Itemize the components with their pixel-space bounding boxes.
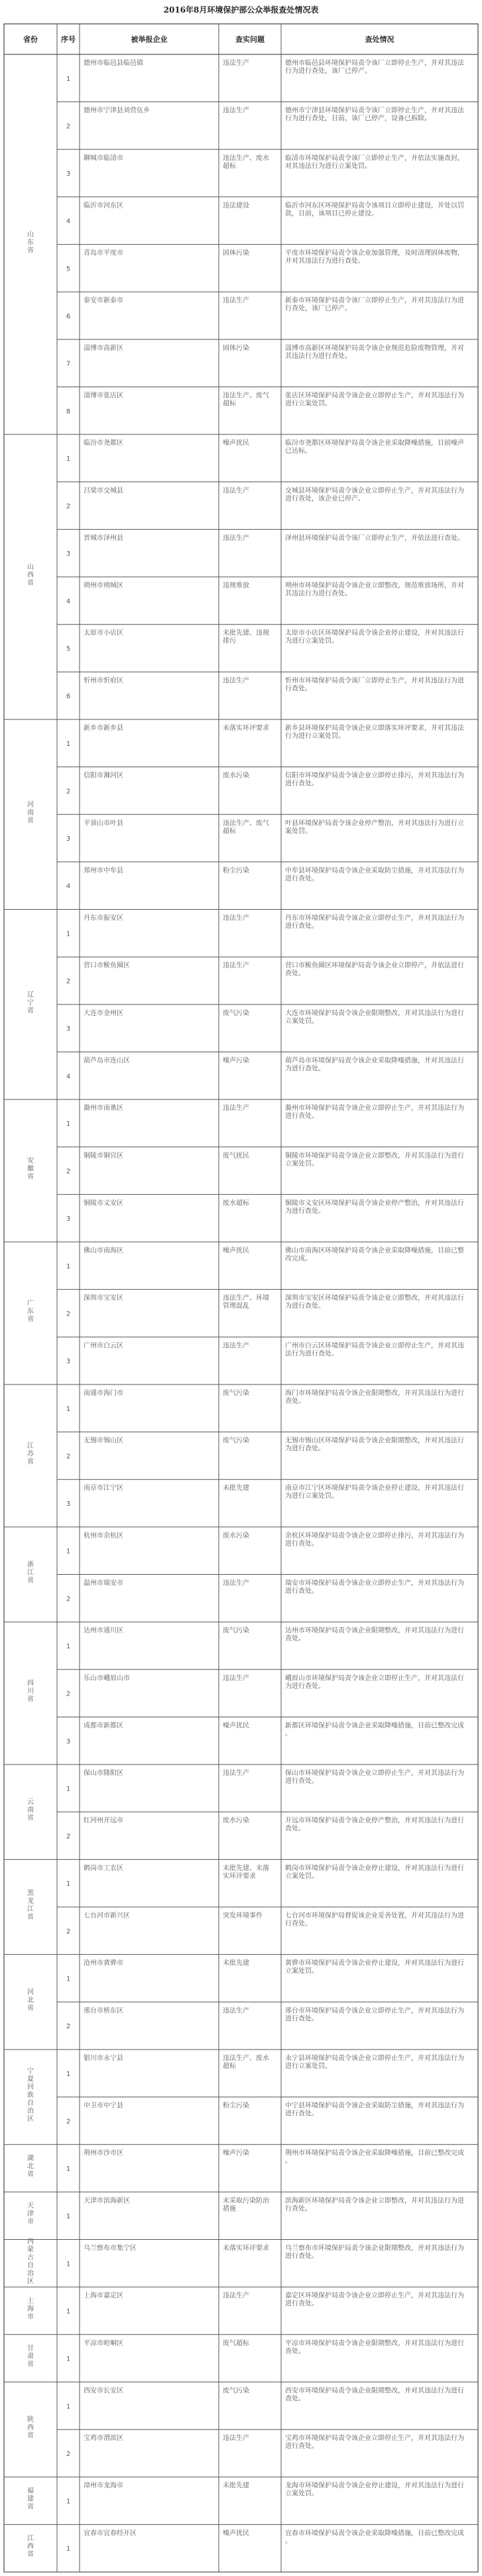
problem-cell: 噪声扰民 (223, 440, 249, 448)
row-number: 1 (66, 2166, 71, 2174)
row-number: 1 (66, 930, 71, 938)
problem-cell: 违法生产 (223, 487, 249, 495)
row-number: 3 (66, 1738, 71, 1746)
result-cell: 平凉市环境保护局责令该企业限期整改，并对其违法行为进行查处。 (285, 2339, 464, 2355)
company-cell: 平凉市崆峒区 (84, 2339, 123, 2347)
row-number: 5 (66, 265, 71, 273)
row-number: 2 (66, 1690, 71, 1698)
province-cell: 上海市 (27, 2297, 34, 2321)
problem-cell: 违法生产、废水超标 (223, 2054, 269, 2070)
page-title: 2016年8月环境保护部公众举报查处情况表 (163, 5, 319, 15)
company-cell: 达州市通川区 (84, 1627, 123, 1635)
result-cell: 平度市环境保护局责令该企业加强管理，及时清理固体废物，并对其违法行为进行查处。 (285, 249, 464, 265)
result-cell: 中宁县环境保护局责令该企业采取防尘措施，并对其违法行为进行查处。 (285, 2102, 464, 2118)
result-cell: 永宁县环境保护局责令该企业立即停止生产，并对其违法行为进行立案处罚。 (285, 2054, 464, 2070)
problem-cell: 废气污染 (223, 1437, 249, 1445)
row-number: 1 (66, 1975, 71, 1983)
company-cell: 平顶山市叶县 (84, 820, 123, 828)
problem-cell: 废水污染 (223, 1817, 249, 1825)
province-cell: 黑龙江省 (27, 1890, 34, 1922)
problem-cell: 废气扰民 (223, 1152, 249, 1160)
row-number: 6 (66, 313, 71, 321)
result-cell: 临沂市河东区环境保护局责令该项目立即停止建设，并处以罚款，目前，该项目已停止建设。 (285, 202, 464, 217)
row-number: 2 (66, 2023, 71, 2031)
province-cell: 福建省 (27, 2487, 34, 2511)
company-cell: 滁州市南谯区 (84, 1105, 123, 1113)
result-cell: 新都区环境保护局责令该企业采取降噪措施，目前已整改完成。 (285, 1722, 464, 1738)
problem-cell: 违法生产 (223, 534, 249, 542)
result-cell: 鹤岗市环境保护局责令该企业停止建设，并对其违法行为进行立案处罚。 (285, 1865, 464, 1880)
row-number: 3 (66, 1501, 71, 1508)
result-cell: 新泰市环境保护局责令该厂立即停止生产，并对其违法行为进行查处，该厂已停产。 (285, 297, 464, 313)
result-cell: 宜春市环境保护局责令该企业采取降噪措施，目前已整改完成。 (285, 2530, 464, 2545)
company-cell: 南通市海门市 (84, 1389, 123, 1397)
province-cell: 云南省 (27, 1798, 34, 1822)
row-number: 2 (66, 1310, 71, 1318)
company-cell: 保山市隆阳区 (84, 1770, 123, 1778)
row-number: 2 (66, 123, 71, 131)
result-cell: 达州市环境保护局责令该企业限期整改，并对其违法行为进行查处。 (285, 1627, 464, 1643)
problem-cell: 噪声扰民 (223, 1247, 249, 1255)
company-cell: 天津市滨海新区 (84, 2197, 130, 2205)
result-cell: 滁州市环境保护局责令该企业立即停止生产，并对其违法行为进行查处。 (285, 1105, 464, 1121)
problem-cell: 固体污染 (223, 249, 249, 257)
problem-cell: 违法生产 (223, 297, 249, 305)
result-cell: 泽州县环境保护局责令该厂立即停止生产，并依法进行查处。 (285, 534, 464, 542)
problem-cell: 违法生产、废气超标 (223, 820, 269, 835)
result-cell: 交城县环境保护局责令该企业立即停止生产，并对其违法行为进行查处，该企业已停产。 (285, 487, 464, 503)
row-number: 4 (66, 217, 71, 225)
company-cell: 葫芦岛市连山区 (84, 1057, 130, 1065)
company-cell: 淄博市高新区 (84, 344, 123, 352)
column-header: 省份 (23, 35, 38, 44)
problem-cell: 未批先建 (223, 1485, 249, 1493)
problem-cell: 粉尘污染 (223, 867, 249, 875)
result-cell: 葫芦岛市环境保护局责令该企业采取降噪措施，并对其违法行为进行查处。 (285, 1057, 464, 1073)
company-cell: 德州市临邑县临邑镇 (84, 60, 143, 67)
problem-cell: 未批先建 (223, 2482, 249, 2490)
province-cell: 山东省 (27, 231, 34, 255)
row-number: 1 (66, 2070, 71, 2078)
result-cell: 邢台市环境保护局责令该企业立即停止生产，并对其违法行为进行查处。 (285, 2007, 464, 2023)
problem-cell: 噪声扰民 (223, 2530, 249, 2538)
result-cell: 七台河市环境保护局督促该企业妥善处置，并对其违法行为进行查处。 (285, 1912, 464, 1928)
column-header: 查处情况 (365, 35, 394, 44)
province-cell: 天津市 (27, 2202, 34, 2226)
row-number: 3 (66, 835, 71, 843)
row-number: 2 (66, 1928, 71, 1935)
province-cell: 河南省 (27, 801, 34, 825)
result-cell: 海门市环境保护局责令该企业限期整改，并对其违法行为进行查处。 (285, 1389, 464, 1405)
row-number: 1 (66, 75, 71, 83)
row-number: 1 (66, 2307, 71, 2315)
result-cell: 忻州市环境保护局责令该厂立即停止生产，并对其违法行为进行查处。 (285, 677, 464, 693)
problem-cell: 未批先建、未落实环评要求 (223, 1865, 269, 1880)
result-cell: 大连市环境保护局责令该企业限期整改，并对其违法行为进行立案处罚。 (285, 1009, 464, 1025)
row-number: 5 (66, 645, 71, 653)
problem-cell: 违法生产 (223, 1770, 249, 1778)
province-cell: 江苏省 (27, 1442, 34, 1466)
problem-cell: 废气污染 (223, 1389, 249, 1397)
result-cell: 滨海新区环境保护局责令该企业立即整改，并对其违法行为进行查处。 (285, 2197, 464, 2213)
result-cell: 信阳市环境保护局责令该企业立即停止排污，并对其违法行为进行查处。 (285, 772, 464, 788)
company-cell: 深圳市宝安区 (84, 1294, 123, 1302)
row-number: 1 (66, 740, 71, 748)
result-cell: 龙海市环境保护局责令该企业停止建设，并对其违法行为进行立案处罚。 (285, 2482, 464, 2498)
province-cell: 内蒙古自治区 (27, 2238, 34, 2286)
result-cell: 营口市鲅鱼圈区环境保护局责令该企业立即停产，并依法进行查处。 (285, 962, 464, 978)
company-cell: 晋城市泽州县 (84, 534, 123, 542)
company-cell: 西安市长安区 (84, 2387, 123, 2395)
province-cell: 河北省 (27, 1989, 34, 2012)
problem-cell: 未落实环评要求 (223, 724, 269, 732)
company-cell: 成都市新都区 (84, 1722, 123, 1730)
result-cell: 德州市临邑县环境保护局责令该厂立即停止生产，并对其违法行为进行查处，该厂已停产。 (285, 60, 464, 75)
problem-cell: 废气污染 (223, 1627, 249, 1635)
row-number: 2 (66, 503, 71, 511)
company-cell: 杭州市余杭区 (84, 1532, 123, 1540)
result-cell: 铜陵市义安区环境保护局责令该企业停产整治，并对其违法行为进行查处。 (285, 1199, 464, 1215)
problem-cell: 废水超标 (223, 1199, 249, 1207)
result-cell: 荆州市环境保护局责令该企业采取降噪措施，目前已整改完成。 (285, 2150, 464, 2166)
province-cell: 辽宁省 (27, 991, 34, 1014)
result-cell: 乌兰察布市环境保护局责令该企业限期整改，并对其违法行为进行查处。 (285, 2244, 464, 2260)
company-cell: 聊城市临清市 (84, 154, 123, 162)
result-cell: 中牟县环境保护局责令该企业采取防尘措施，并对其违法行为进行查处。 (285, 867, 464, 883)
row-number: 3 (66, 170, 71, 178)
row-number: 1 (66, 455, 71, 463)
problem-cell: 违规堆放 (223, 582, 249, 590)
company-cell: 临沂市河东区 (84, 202, 123, 210)
company-cell: 大连市金州区 (84, 1009, 123, 1017)
company-cell: 红河州开远市 (84, 1817, 123, 1825)
province-cell: 江西省 (27, 2535, 34, 2559)
company-cell: 中卫市中宁县 (84, 2102, 123, 2110)
problem-cell: 违法生产 (223, 2007, 249, 2015)
company-cell: 七台河市新兴区 (84, 1912, 130, 1920)
row-number: 1 (66, 2403, 71, 2411)
row-number: 6 (66, 693, 71, 701)
row-number: 1 (66, 1880, 71, 1888)
company-cell: 漳州市龙海市 (84, 2482, 123, 2490)
province-cell: 甘肃省 (27, 2345, 34, 2368)
company-cell: 朔州市朔城区 (84, 582, 123, 590)
row-number: 1 (66, 2355, 71, 2363)
province-cell: 安徽省 (27, 1157, 34, 1181)
company-cell: 郑州市中牟县 (84, 867, 123, 875)
result-cell: 临汾市尧都区环境保护局责令该企业采取降噪措施，目前噪声已达标。 (285, 440, 464, 456)
company-cell: 吕梁市交城县 (84, 487, 123, 495)
problem-cell: 噪声扰民 (223, 1722, 249, 1730)
row-number: 1 (66, 1785, 71, 1793)
problem-cell: 违法生产 (223, 107, 249, 115)
column-header: 序号 (61, 35, 76, 44)
result-cell: 铜陵市环境保护局责令该企业立即整改，并对其违法行为进行立案处罚。 (285, 1152, 464, 1168)
problem-cell: 废气污染 (223, 1009, 249, 1017)
problem-cell: 违法生产 (223, 2435, 249, 2443)
company-cell: 淄博市张店区 (84, 392, 123, 400)
province-cell: 四川省 (27, 1680, 34, 1703)
province-cell: 浙江省 (27, 1561, 34, 1585)
row-number: 7 (66, 360, 71, 368)
problem-cell: 违法生产 (223, 677, 249, 685)
row-number: 4 (66, 597, 71, 605)
row-number: 2 (66, 2450, 71, 2458)
result-cell: 朔州市环境保护局责令该企业立即整改，规范堆放场所，并对其违法行为进行查处。 (285, 582, 464, 598)
province-cell: 陕西省 (27, 2416, 34, 2440)
result-cell: 宝鸡市环境保护局责令该企业立即停止生产，并对其违法行为进行查处。 (285, 2435, 464, 2451)
row-number: 1 (66, 2213, 71, 2221)
province-cell: 宁夏回族自治区 (27, 2067, 34, 2123)
company-cell: 铜陵市铜官区 (84, 1152, 123, 1160)
result-cell: 叶县环境保护局责令该企业停产整治，并对其违法行为进行立案处罚。 (285, 820, 464, 835)
result-cell: 南京市江宁区环境保护局责令该企业停止建设，并对其违法行为进行立案处罚。 (285, 1485, 464, 1501)
result-cell: 瑞安市环境保护局责令该企业立即停止生产，并对其违法行为进行查处。 (285, 1579, 464, 1595)
result-cell: 深圳市宝安区环境保护局责令该企业立即整改，并对其违法行为进行查处。 (285, 1294, 464, 1310)
company-cell: 宝鸡市渭滨区 (84, 2435, 123, 2443)
problem-cell: 未落实环评要求 (223, 2244, 269, 2252)
result-cell: 西安市环境保护局责令该企业限期整改，并对其违法行为进行查处。 (285, 2387, 464, 2403)
problem-cell: 违法生产 (223, 1674, 249, 1682)
company-cell: 佛山市南海区 (84, 1247, 123, 1255)
result-cell: 嘉定区环境保护局责令该企业立即停止生产，并对其违法行为进行查处。 (285, 2292, 464, 2308)
row-number: 1 (66, 1405, 71, 1413)
problem-cell: 粉尘污染 (223, 2102, 249, 2110)
problem-cell: 违法生产、废水超标 (223, 154, 269, 170)
company-cell: 泰安市新泰市 (84, 297, 123, 305)
row-number: 2 (66, 788, 71, 796)
result-cell: 保山市环境保护局责令该企业立即停止生产，并对其违法行为进行查处。 (285, 1770, 464, 1786)
company-cell: 荆州市沙市区 (84, 2150, 123, 2158)
company-cell: 银川市永宁县 (84, 2054, 123, 2062)
company-cell: 上海市嘉定区 (84, 2292, 123, 2300)
problem-cell: 未批先建、违规排污 (223, 629, 269, 645)
company-cell: 铜陵市义安区 (84, 1199, 123, 1207)
problem-cell: 废气超标 (223, 2339, 249, 2347)
company-cell: 丹东市振安区 (84, 914, 123, 922)
problem-cell: 未批先建 (223, 1959, 249, 1967)
company-cell: 沧州市黄骅市 (84, 1959, 123, 1967)
row-number: 1 (66, 1548, 71, 1556)
province-cell: 湖北省 (27, 2155, 34, 2179)
result-cell: 张店区环境保护局责令该企业立即停止生产，并对其违法行为进行立案处罚。 (285, 392, 464, 408)
row-number: 2 (66, 2118, 71, 2126)
problem-cell: 违法生产 (223, 914, 249, 922)
company-cell: 德州市宁津县刘营伍乡 (84, 107, 150, 115)
company-cell: 广州市白云区 (84, 1342, 123, 1350)
row-number: 3 (66, 1358, 71, 1366)
company-cell: 青岛市平度市 (84, 249, 123, 257)
row-number: 1 (66, 1120, 71, 1128)
company-cell: 乐山市峨眉山市 (84, 1674, 130, 1682)
problem-cell: 违法建设 (223, 202, 249, 210)
company-cell: 鹤岗市工农区 (84, 1865, 123, 1872)
problem-cell: 违法生产 (223, 1579, 249, 1587)
row-number: 1 (66, 2260, 71, 2268)
row-number: 2 (66, 1595, 71, 1603)
row-number: 3 (66, 1025, 71, 1033)
company-cell: 宜春市宜春经开区 (84, 2530, 137, 2538)
row-number: 4 (66, 883, 71, 890)
problem-cell: 噪声污染 (223, 2150, 249, 2158)
problem-cell: 突发环境事件 (223, 1912, 263, 1920)
row-number: 8 (66, 408, 71, 416)
result-cell: 太原市小店区环境保护局责令该企业停止建设，并对其违法行为进行立案处罚。 (285, 629, 464, 645)
result-cell: 广州市白云区环境保护局责令该企业立即停止生产，并对其违法行为进行查处。 (285, 1342, 464, 1358)
row-number: 1 (66, 2545, 71, 2553)
problem-cell: 固体污染 (223, 344, 249, 352)
result-cell: 佛山市南海区环境保护局责令该企业采取降噪措施，目前已整改完成。 (285, 1247, 464, 1263)
company-cell: 太原市小店区 (84, 629, 123, 637)
column-header: 被举报企业 (131, 35, 168, 44)
row-number: 1 (66, 1262, 71, 1270)
company-cell: 无锡市锡山区 (84, 1437, 123, 1445)
problem-cell: 违法生产 (223, 60, 249, 67)
province-cell: 广东省 (27, 1300, 34, 1323)
result-cell: 峨眉山市环境保护局责令该企业立即停止生产，并对其违法行为进行查处。 (285, 1674, 464, 1690)
company-cell: 乌兰察布市集宁区 (84, 2244, 137, 2252)
row-number: 2 (66, 978, 71, 986)
problem-cell: 违法生产 (223, 1105, 249, 1113)
row-number: 3 (66, 1215, 71, 1223)
result-cell: 黄骅市环境保护局责令该企业停止建设，并对其违法行为进行立案处罚。 (285, 1959, 464, 1975)
problem-cell: 违法生产 (223, 1342, 249, 1350)
problem-cell: 未采取污染防治措施 (223, 2197, 269, 2213)
problem-cell: 废水污染 (223, 1532, 249, 1540)
problem-cell: 违法生产 (223, 2292, 249, 2300)
result-cell: 开远市环境保护局责令该企业停产整治，并对其违法行为进行查处。 (285, 1817, 464, 1833)
company-cell: 新乡市新乡县 (84, 724, 123, 732)
result-cell: 德州市宁津县环境保护局责令该厂立即停止生产，并对其违法行为进行查处，目前，该厂已停产，设备已拆除。 (285, 107, 464, 123)
company-cell: 营口市鲅鱼圈区 (84, 962, 130, 970)
province-cell: 山西省 (27, 564, 34, 587)
row-number: 3 (66, 550, 71, 558)
result-cell: 新乡县环境保护局责令该企业立即落实环评要求，并对其违法行为进行立案处罚。 (285, 724, 464, 740)
company-cell: 邢台市桥东区 (84, 2007, 123, 2015)
column-header: 查实问题 (235, 35, 265, 44)
result-cell: 无锡市锡山区环境保护局责令该企业限期整改，并对其违法行为进行查处。 (285, 1437, 464, 1453)
result-cell: 临清市环境保护局责令该厂立即停止生产，并依法实施查封，对其违法行为进行立案处罚。 (285, 154, 464, 170)
problem-cell: 废气污染 (223, 2387, 249, 2395)
company-cell: 信阳市浉河区 (84, 772, 123, 780)
row-number: 4 (66, 1073, 71, 1081)
problem-cell: 噪声污染 (223, 1057, 249, 1065)
row-number: 2 (66, 1833, 71, 1841)
problem-cell: 违法生产、环境管理混乱 (223, 1294, 269, 1310)
result-cell: 余杭区环境保护局责令该企业立即停止排污，并对其违法行为进行查处。 (285, 1532, 464, 1548)
company-cell: 温州市瑞安市 (84, 1579, 123, 1587)
problem-cell: 违法生产 (223, 962, 249, 970)
company-cell: 临汾市尧都区 (84, 440, 123, 448)
problem-cell: 废水污染 (223, 772, 249, 780)
company-cell: 忻州市忻府区 (84, 677, 123, 685)
row-number: 1 (66, 2498, 71, 2506)
result-cell: 淄博市高新区环境保护局责令该企业规范危险废物管理，并对其违法行为进行查处。 (285, 344, 464, 360)
problem-cell: 违法生产、废气超标 (223, 392, 269, 408)
company-cell: 南京市江宁区 (84, 1485, 123, 1493)
row-number: 2 (66, 1453, 71, 1461)
result-cell: 丹东市环境保护局责令该企业立即停止生产，并对其违法行为进行查处。 (285, 914, 464, 930)
row-number: 2 (66, 1168, 71, 1176)
row-number: 1 (66, 1642, 71, 1650)
